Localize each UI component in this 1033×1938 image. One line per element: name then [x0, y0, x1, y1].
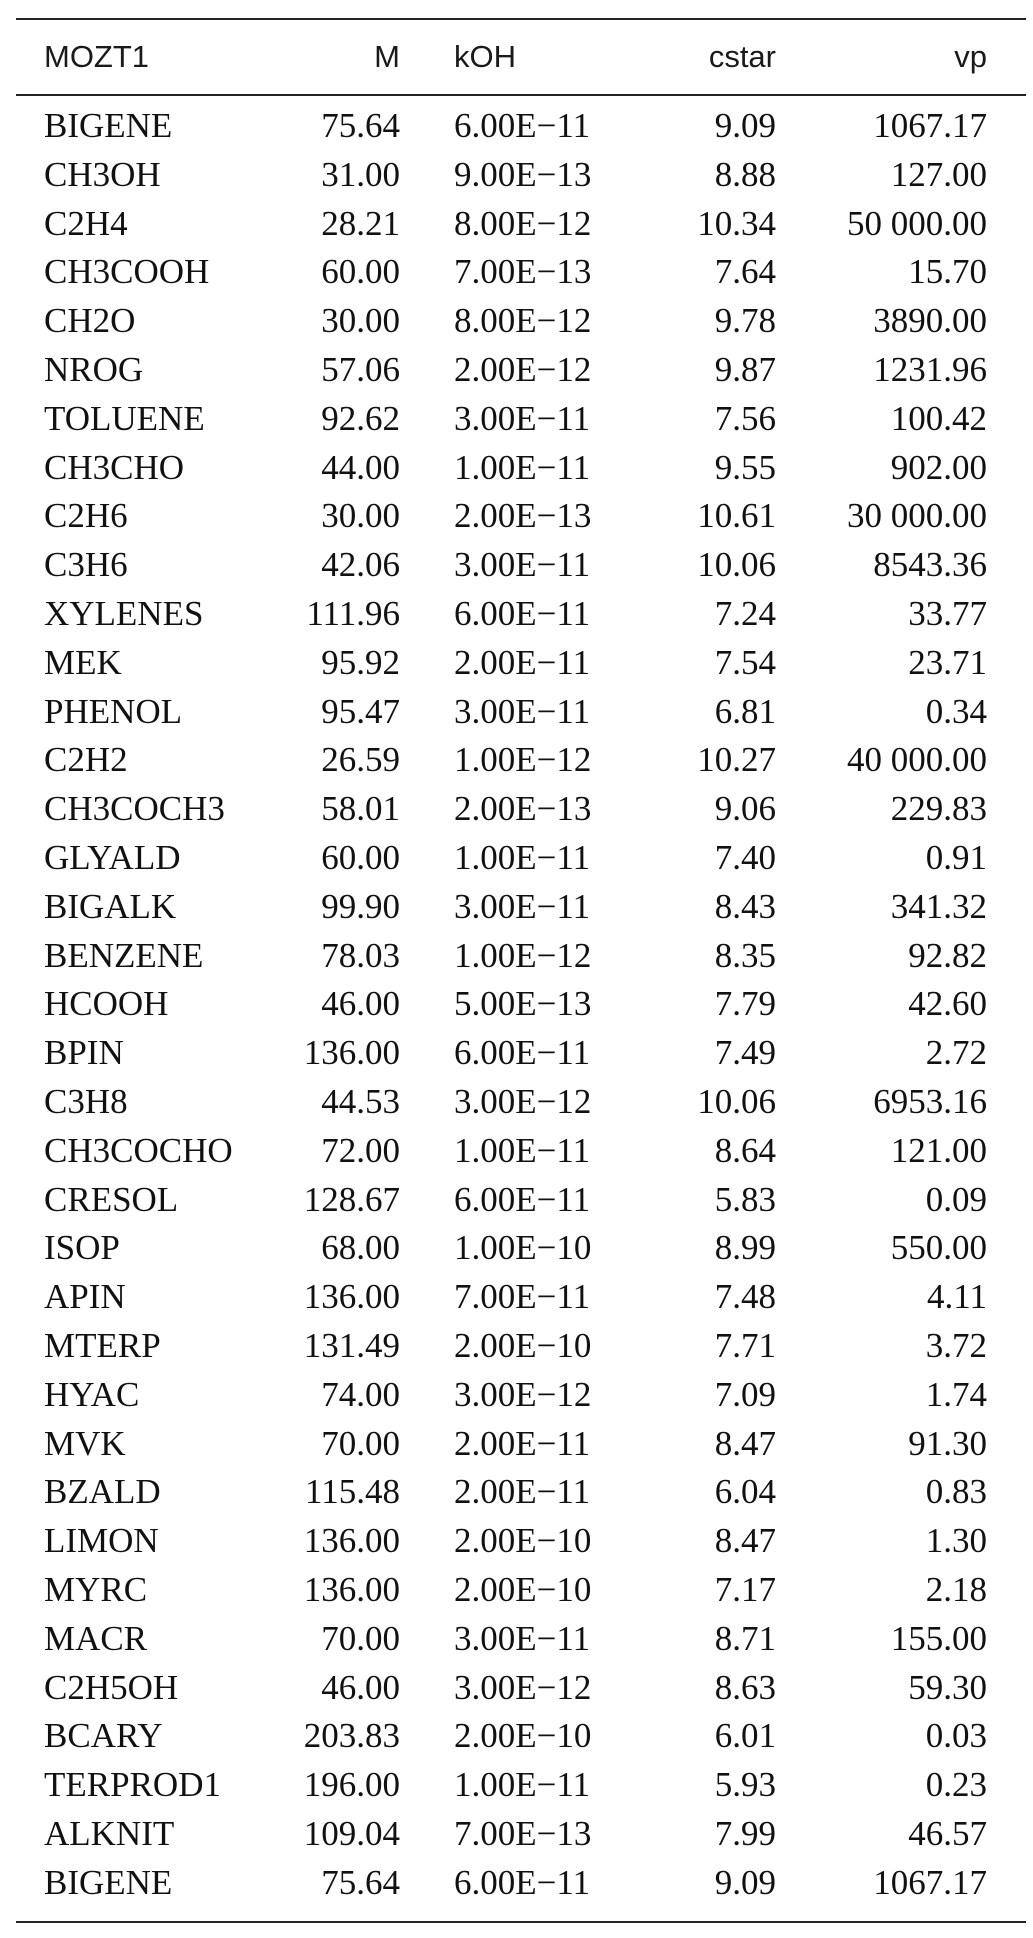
table-row: [16, 346, 1026, 395]
header-mozt1: MOZT1: [44, 39, 150, 74]
koh-rate-cell: 6.00E−11: [454, 1179, 591, 1219]
table-row: [16, 688, 1026, 737]
header-cstar: cstar: [708, 39, 776, 74]
molar-mass-cell: 70.00: [321, 1618, 400, 1658]
species-name-cell: GLYALD: [44, 837, 181, 877]
vapor-pressure-cell: 155.00: [890, 1618, 987, 1658]
table-row: [16, 1712, 1026, 1761]
table-row: [16, 1176, 1026, 1225]
cstar-value-cell: 6.81: [714, 691, 776, 731]
molar-mass-cell: 136.00: [303, 1277, 400, 1317]
vapor-pressure-cell: 40 000.00: [847, 740, 987, 780]
table-row: [16, 1322, 1026, 1371]
koh-rate-cell: 8.00E−12: [454, 301, 592, 341]
cstar-value-cell: 7.09: [714, 1374, 776, 1414]
vapor-pressure-cell: 0.23: [925, 1765, 987, 1805]
cstar-value-cell: 7.40: [714, 837, 776, 877]
cstar-value-cell: 10.61: [697, 496, 776, 536]
header-m: M: [374, 39, 400, 74]
molar-mass-cell: 58.01: [321, 789, 400, 829]
vapor-pressure-cell: 0.09: [925, 1179, 987, 1219]
molar-mass-cell: 111.96: [306, 593, 400, 633]
table-row: [16, 444, 1026, 493]
molar-mass-cell: 92.62: [321, 398, 400, 438]
species-name-cell: HYAC: [44, 1374, 140, 1414]
molar-mass-cell: 196.00: [303, 1765, 400, 1805]
table-row: [16, 785, 1026, 834]
species-name-cell: MEK: [44, 642, 122, 682]
molar-mass-cell: 95.92: [321, 642, 400, 682]
koh-rate-cell: 1.00E−12: [454, 740, 592, 780]
species-name-cell: BIGALK: [44, 886, 177, 926]
species-name-cell: CH3CHO: [44, 447, 185, 487]
molar-mass-cell: 42.06: [321, 545, 400, 585]
koh-rate-cell: 1.00E−11: [454, 837, 591, 877]
vapor-pressure-cell: 3890.00: [873, 301, 987, 341]
koh-rate-cell: 5.00E−13: [454, 984, 592, 1024]
table-row: [16, 1371, 1026, 1420]
molar-mass-cell: 75.64: [321, 1862, 400, 1902]
koh-rate-cell: 6.00E−11: [454, 1862, 591, 1902]
cstar-value-cell: 7.54: [714, 642, 776, 682]
cstar-value-cell: 8.63: [714, 1667, 776, 1707]
molar-mass-cell: 75.64: [321, 106, 400, 145]
vapor-pressure-cell: 50 000.00: [847, 203, 987, 243]
molar-mass-cell: 46.00: [321, 1667, 400, 1707]
cstar-value-cell: 8.47: [714, 1423, 776, 1463]
table-row: [16, 1029, 1026, 1078]
table-row: [16, 151, 1026, 200]
table-row: [16, 492, 1026, 541]
koh-rate-cell: 1.00E−11: [454, 447, 591, 487]
koh-rate-cell: 6.00E−11: [454, 1033, 591, 1073]
species-name-cell: CH3OH: [44, 154, 161, 194]
vapor-pressure-cell: 229.83: [890, 789, 987, 829]
vapor-pressure-cell: 42.60: [908, 984, 987, 1024]
koh-rate-cell: 8.00E−12: [454, 203, 592, 243]
vapor-pressure-cell: 1067.17: [873, 1862, 987, 1902]
header-vp: vp: [954, 39, 987, 74]
species-name-cell: LIMON: [44, 1521, 159, 1561]
koh-rate-cell: 2.00E−13: [454, 789, 592, 829]
molar-mass-cell: 95.47: [321, 691, 400, 731]
table-row: [16, 1664, 1026, 1713]
vapor-pressure-cell: 91.30: [908, 1423, 987, 1463]
table-row: [16, 639, 1026, 688]
cstar-value-cell: 9.87: [714, 349, 776, 389]
koh-rate-cell: 1.00E−10: [454, 1228, 592, 1268]
vapor-pressure-cell: 0.91: [925, 837, 987, 877]
vapor-pressure-cell: 0.03: [925, 1716, 987, 1756]
koh-rate-cell: 1.00E−11: [454, 1765, 591, 1805]
cstar-value-cell: 7.64: [714, 252, 776, 292]
cstar-value-cell: 8.99: [714, 1228, 776, 1268]
vapor-pressure-cell: 30 000.00: [847, 496, 987, 536]
koh-rate-cell: 3.00E−12: [454, 1374, 592, 1414]
species-name-cell: PHENOL: [44, 691, 183, 731]
koh-rate-cell: 3.00E−11: [454, 545, 591, 585]
vapor-pressure-cell: 33.77: [908, 593, 987, 633]
molar-mass-cell: 60.00: [321, 252, 400, 292]
species-name-cell: NROG: [44, 349, 144, 389]
cstar-value-cell: 10.27: [697, 740, 776, 780]
species-name-cell: BIGENE: [44, 106, 173, 145]
table-header-row: [16, 20, 1026, 94]
molar-mass-cell: 44.00: [321, 447, 400, 487]
table-row: [16, 1615, 1026, 1664]
vapor-pressure-cell: 550.00: [890, 1228, 987, 1268]
header-koh: kOH: [454, 39, 516, 74]
koh-rate-cell: 7.00E−13: [454, 1813, 592, 1853]
koh-rate-cell: 2.00E−13: [454, 496, 592, 536]
table-row: [16, 1859, 1026, 1908]
table-row: [16, 1224, 1026, 1273]
koh-rate-cell: 7.00E−11: [454, 1277, 591, 1317]
vapor-pressure-cell: 121.00: [890, 1130, 987, 1170]
species-name-cell: CRESOL: [44, 1179, 179, 1219]
molar-mass-cell: 31.00: [321, 154, 400, 194]
molar-mass-cell: 46.00: [321, 984, 400, 1024]
vapor-pressure-cell: 23.71: [908, 642, 987, 682]
vapor-pressure-cell: 6953.16: [873, 1081, 987, 1121]
cstar-value-cell: 10.06: [697, 545, 776, 585]
koh-rate-cell: 3.00E−11: [454, 691, 591, 731]
koh-rate-cell: 2.00E−11: [454, 1423, 591, 1463]
species-name-cell: CH3COCHO: [44, 1130, 233, 1170]
table-row: [16, 590, 1026, 639]
vapor-pressure-cell: 1.30: [925, 1521, 987, 1561]
species-name-cell: C3H8: [44, 1081, 128, 1121]
cstar-value-cell: 7.24: [714, 593, 776, 633]
table-row: [16, 200, 1026, 249]
koh-rate-cell: 2.00E−11: [454, 642, 591, 682]
species-name-cell: XYLENES: [44, 593, 204, 633]
cstar-value-cell: 5.93: [714, 1765, 776, 1805]
molar-mass-cell: 136.00: [303, 1569, 400, 1609]
species-name-cell: BCARY: [44, 1716, 163, 1756]
koh-rate-cell: 3.00E−12: [454, 1081, 592, 1121]
table-body: [16, 102, 1026, 1907]
cstar-value-cell: 9.09: [714, 106, 776, 145]
vapor-pressure-cell: 3.72: [925, 1325, 987, 1365]
koh-rate-cell: 2.00E−10: [454, 1716, 592, 1756]
molar-mass-cell: 28.21: [321, 203, 400, 243]
species-name-cell: BPIN: [44, 1033, 124, 1073]
molar-mass-cell: 131.49: [303, 1325, 400, 1365]
vapor-pressure-cell: 46.57: [908, 1813, 987, 1853]
vapor-pressure-cell: 59.30: [908, 1667, 987, 1707]
cstar-value-cell: 10.06: [697, 1081, 776, 1121]
cstar-value-cell: 8.64: [714, 1130, 776, 1170]
cstar-value-cell: 9.78: [714, 301, 776, 341]
table-row: [16, 1566, 1026, 1615]
molar-mass-cell: 26.59: [321, 740, 400, 780]
vapor-pressure-cell: 0.83: [925, 1472, 987, 1512]
molar-mass-cell: 74.00: [321, 1374, 400, 1414]
cstar-value-cell: 6.01: [714, 1716, 776, 1756]
cstar-value-cell: 8.71: [714, 1618, 776, 1658]
vapor-pressure-cell: 1.74: [925, 1374, 987, 1414]
cstar-value-cell: 8.43: [714, 886, 776, 926]
koh-rate-cell: 3.00E−11: [454, 398, 591, 438]
species-name-cell: APIN: [44, 1277, 126, 1317]
koh-rate-cell: 2.00E−12: [454, 349, 592, 389]
vapor-pressure-cell: 15.70: [908, 252, 987, 292]
koh-rate-cell: 6.00E−11: [454, 593, 591, 633]
species-name-cell: HCOOH: [44, 984, 169, 1024]
vapor-pressure-cell: 1231.96: [873, 349, 987, 389]
species-name-cell: TERPROD1: [44, 1765, 221, 1805]
molar-mass-cell: 115.48: [305, 1472, 400, 1512]
table-row: [16, 395, 1026, 444]
species-name-cell: ALKNIT: [44, 1813, 175, 1853]
table-row: [16, 883, 1026, 932]
vapor-pressure-cell: 0.34: [925, 691, 987, 731]
species-name-cell: CH3COCH3: [44, 789, 225, 829]
cstar-value-cell: 7.99: [714, 1813, 776, 1853]
table-row: [16, 102, 1026, 151]
cstar-value-cell: 8.35: [714, 935, 776, 975]
table-row: [16, 1273, 1026, 1322]
koh-rate-cell: 7.00E−13: [454, 252, 592, 292]
koh-rate-cell: 1.00E−11: [454, 1130, 591, 1170]
table-row: [16, 980, 1026, 1029]
vapor-pressure-cell: 1067.17: [873, 106, 987, 145]
species-name-cell: C3H6: [44, 545, 128, 585]
species-name-cell: MTERP: [44, 1325, 161, 1365]
cstar-value-cell: 7.48: [714, 1277, 776, 1317]
koh-rate-cell: 1.00E−12: [454, 935, 592, 975]
table-row: [16, 932, 1026, 981]
molar-mass-cell: 109.04: [303, 1813, 400, 1853]
molar-mass-cell: 44.53: [321, 1081, 400, 1121]
koh-rate-cell: 2.00E−11: [454, 1472, 591, 1512]
vapor-pressure-cell: 127.00: [890, 154, 987, 194]
koh-rate-cell: 2.00E−10: [454, 1569, 592, 1609]
cstar-value-cell: 7.17: [714, 1569, 776, 1609]
table-row: [16, 1761, 1026, 1810]
table-row: [16, 1078, 1026, 1127]
table-row: [16, 1517, 1026, 1566]
cstar-value-cell: 7.79: [714, 984, 776, 1024]
species-name-cell: C2H4: [44, 203, 128, 243]
species-name-cell: MACR: [44, 1618, 148, 1658]
species-name-cell: ISOP: [44, 1228, 120, 1268]
species-name-cell: C2H6: [44, 496, 128, 536]
species-name-cell: C2H2: [44, 740, 128, 780]
cstar-value-cell: 5.83: [714, 1179, 776, 1219]
species-name-cell: BZALD: [44, 1472, 161, 1512]
data-table: [16, 18, 1026, 1923]
molar-mass-cell: 78.03: [321, 935, 400, 975]
molar-mass-cell: 128.67: [303, 1179, 400, 1219]
table-row: [16, 1127, 1026, 1176]
cstar-value-cell: 7.71: [714, 1325, 776, 1365]
header-rule: [16, 94, 1026, 96]
molar-mass-cell: 30.00: [321, 496, 400, 536]
vapor-pressure-cell: 341.32: [890, 886, 987, 926]
species-name-cell: BIGENE: [44, 1862, 173, 1902]
vapor-pressure-cell: 92.82: [908, 935, 987, 975]
table-row: [16, 736, 1026, 785]
vapor-pressure-cell: 902.00: [890, 447, 987, 487]
cstar-value-cell: 7.49: [714, 1033, 776, 1073]
vapor-pressure-cell: 2.18: [925, 1569, 987, 1609]
cstar-value-cell: 7.56: [714, 398, 776, 438]
molar-mass-cell: 136.00: [303, 1521, 400, 1561]
vapor-pressure-cell: 100.42: [890, 398, 987, 438]
table-row: [16, 541, 1026, 590]
table-row: [16, 1468, 1026, 1517]
cstar-value-cell: 9.55: [714, 447, 776, 487]
koh-rate-cell: 3.00E−11: [454, 1618, 591, 1658]
vapor-pressure-cell: 2.72: [925, 1033, 987, 1073]
bottom-rule: [16, 1921, 1026, 1923]
table-row: [16, 834, 1026, 883]
table-row: [16, 248, 1026, 297]
koh-rate-cell: 2.00E−10: [454, 1521, 592, 1561]
molar-mass-cell: 99.90: [321, 886, 400, 926]
species-name-cell: MVK: [44, 1423, 126, 1463]
koh-rate-cell: 9.00E−13: [454, 154, 592, 194]
koh-rate-cell: 2.00E−10: [454, 1325, 592, 1365]
species-name-cell: C2H5OH: [44, 1667, 179, 1707]
cstar-value-cell: 10.34: [697, 203, 776, 243]
koh-rate-cell: 6.00E−11: [454, 106, 591, 145]
cstar-value-cell: 9.06: [714, 789, 776, 829]
cstar-value-cell: 8.88: [714, 154, 776, 194]
koh-rate-cell: 3.00E−11: [454, 886, 591, 926]
cstar-value-cell: 8.47: [714, 1521, 776, 1561]
molar-mass-cell: 203.83: [303, 1716, 400, 1756]
table-row: [16, 1420, 1026, 1469]
cstar-value-cell: 9.09: [714, 1862, 776, 1902]
species-name-cell: CH3COOH: [44, 252, 210, 292]
cstar-value-cell: 6.04: [714, 1472, 776, 1512]
molar-mass-cell: 57.06: [321, 349, 400, 389]
species-name-cell: MYRC: [44, 1569, 148, 1609]
molar-mass-cell: 72.00: [321, 1130, 400, 1170]
koh-rate-cell: 3.00E−12: [454, 1667, 592, 1707]
table-row: [16, 1810, 1026, 1859]
species-name-cell: CH2O: [44, 301, 136, 341]
molar-mass-cell: 60.00: [321, 837, 400, 877]
molar-mass-cell: 70.00: [321, 1423, 400, 1463]
molar-mass-cell: 30.00: [321, 301, 400, 341]
molar-mass-cell: 136.00: [303, 1033, 400, 1073]
vapor-pressure-cell: 4.11: [927, 1277, 987, 1317]
species-name-cell: BENZENE: [44, 935, 204, 975]
vapor-pressure-cell: 8543.36: [873, 545, 987, 585]
table-row: [16, 297, 1026, 346]
species-name-cell: TOLUENE: [44, 398, 205, 438]
molar-mass-cell: 68.00: [321, 1228, 400, 1268]
